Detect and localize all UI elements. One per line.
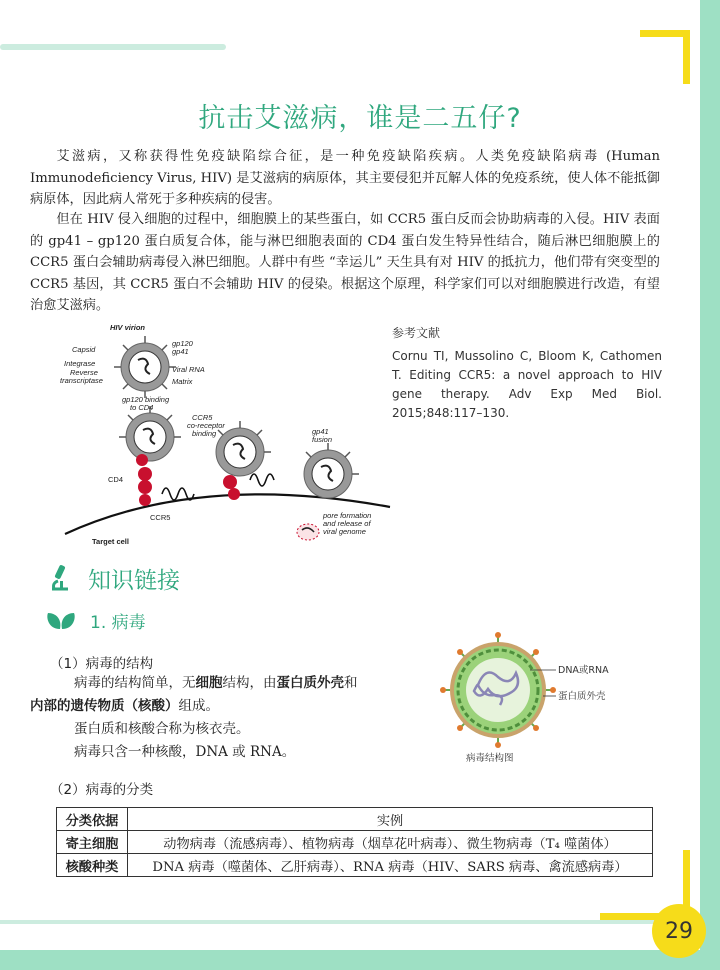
virion-binding [119, 406, 181, 461]
label-dna-rna: DNA或RNA [558, 665, 609, 676]
reference-text: Cornu TI, Mussolino C, Bloom K, Cathomen T. Editing CCR5: a novel approach to HIV gene therapy. Adv Exp Med Biol. 2015;848:117–130. [392, 349, 662, 420]
label-reverse: Reverse [70, 368, 98, 377]
label-capsid: Capsid [72, 345, 96, 354]
ccr5-paragraph: 但在 HIV 侵入细胞的过程中，细胞膜上的某些蛋白，如 CCR5 蛋白反而会协助病毒的入侵。HIV 表面的 gp41 – gp120 蛋白质复合体，能与淋巴细胞表面的 CD4 蛋白发生特异性结合，随后淋巴细胞膜上的 CCR5 蛋白会辅助病毒侵入淋巴细胞。人群中有些 “幸运儿” 天生具有对 HIV 的抵抗力，他们带有突变型的 CCR5 基因，其 CCR5 蛋白不会辅助 HIV 的侵染。根据这个原理，科学家们可以对细胞膜进行改造，有望治愈艾滋病。 [30, 212, 660, 313]
row-basis: 核酸种类 [57, 854, 128, 877]
label-coreceptor-3: binding [192, 429, 217, 438]
structure-heading: （1）病毒的结构 [50, 656, 154, 672]
label-viral-rna: Viral RNA [172, 365, 205, 374]
label-fusion-2: fusion [312, 435, 333, 444]
structure-line-4: 病毒只含一种核酸，DNA 或 RNA。 [74, 744, 296, 760]
classification-heading: （2）病毒的分类 [50, 782, 154, 798]
label-pore-3: viral genome [323, 527, 366, 536]
classification-table [56, 807, 653, 877]
label-fusion-1: gp41 [312, 427, 329, 436]
label-hiv-virion: HIV virion [110, 323, 146, 332]
page-number: 29 [652, 904, 706, 958]
label-binding-1: gp120 binding [122, 395, 170, 404]
label-binding-2: to CD4 [130, 403, 154, 412]
label-matrix: Matrix [172, 377, 193, 386]
subsection-title: 1. 病毒 [90, 613, 146, 633]
reference-heading: 参考文献 [392, 326, 441, 340]
label-ccr5: CCR5 [150, 513, 171, 522]
virion-fusion [304, 443, 359, 498]
label-gp120: gp120 [172, 339, 193, 348]
label-integrase: Integrase [64, 359, 96, 368]
structure-body [30, 672, 400, 764]
intro-paragraph: 艾滋病，又称获得性免疫缺陷综合征，是一种免疫缺陷疾病。人类免疫缺陷病毒 (Human Immunodeficiency Virus, HIV) 是艾滋病的病原体，其主要侵犯并瓦解人体的免疫系统，使人体不能抵御病原体，因此病人常死于多种疾病的侵害。 [30, 149, 660, 207]
text-span: 病毒的结构简单，无 [74, 675, 196, 691]
table-row [57, 854, 653, 877]
table-header-row [57, 808, 653, 831]
leaf-icon [46, 611, 76, 631]
corner-bracket-top-vertical [683, 30, 690, 84]
bold-genetic-material: 内部的遗传物质（核酸） [30, 698, 179, 714]
subsection-header [46, 608, 146, 633]
microscope-icon [44, 563, 76, 595]
page-title: 抗击艾滋病，谁是二五仔? [198, 103, 522, 134]
label-target-cell: Target cell [92, 537, 129, 546]
section-title: 知识链接 [88, 568, 180, 594]
structure-line-3: 蛋白质和核酸合称为核衣壳。 [74, 721, 250, 737]
virus-figure-caption: 病毒结构图 [466, 753, 514, 764]
bold-capsid: 蛋白质外壳 [276, 675, 344, 691]
hiv-infection-diagram [50, 322, 395, 552]
text-span: 和 [344, 675, 358, 691]
table-row [57, 831, 653, 854]
row-example: 动物病毒（流感病毒）、植物病毒（烟草花叶病毒）、微生物病毒（T₄ 噬菌体） [128, 831, 653, 854]
structure-line-2 [30, 695, 400, 718]
top-decor-stripe [0, 44, 226, 50]
label-gp41: gp41 [172, 347, 189, 356]
section-header [44, 562, 180, 595]
row-basis: 寄主细胞 [57, 831, 128, 854]
header-example: 实例 [128, 808, 653, 831]
label-coreceptor-1: CCR5 [192, 413, 213, 422]
label-pore-1: pore formation [323, 511, 372, 520]
reference-block [392, 324, 662, 423]
label-transcriptase: transcriptase [60, 376, 103, 385]
bottom-decor-stripe [0, 920, 700, 924]
structure-line-1 [30, 672, 400, 695]
label-coreceptor-2: co-receptor [187, 421, 225, 430]
label-cd4: CD4 [108, 475, 124, 484]
text-span: 组成。 [178, 698, 219, 714]
header-basis: 分类依据 [57, 808, 128, 831]
row-example: DNA 病毒（噬菌体、乙肝病毒）、RNA 病毒（HIV、SARS 病毒、禽流感病毒） [128, 854, 653, 877]
text-span: 结构，由 [222, 675, 277, 691]
label-pore-2: and release of [323, 519, 371, 528]
virus-structure-diagram [438, 630, 638, 750]
bold-cell: 细胞 [195, 675, 223, 691]
label-protein-capsid: 蛋白质外壳 [558, 691, 606, 702]
virion-top [114, 336, 176, 398]
